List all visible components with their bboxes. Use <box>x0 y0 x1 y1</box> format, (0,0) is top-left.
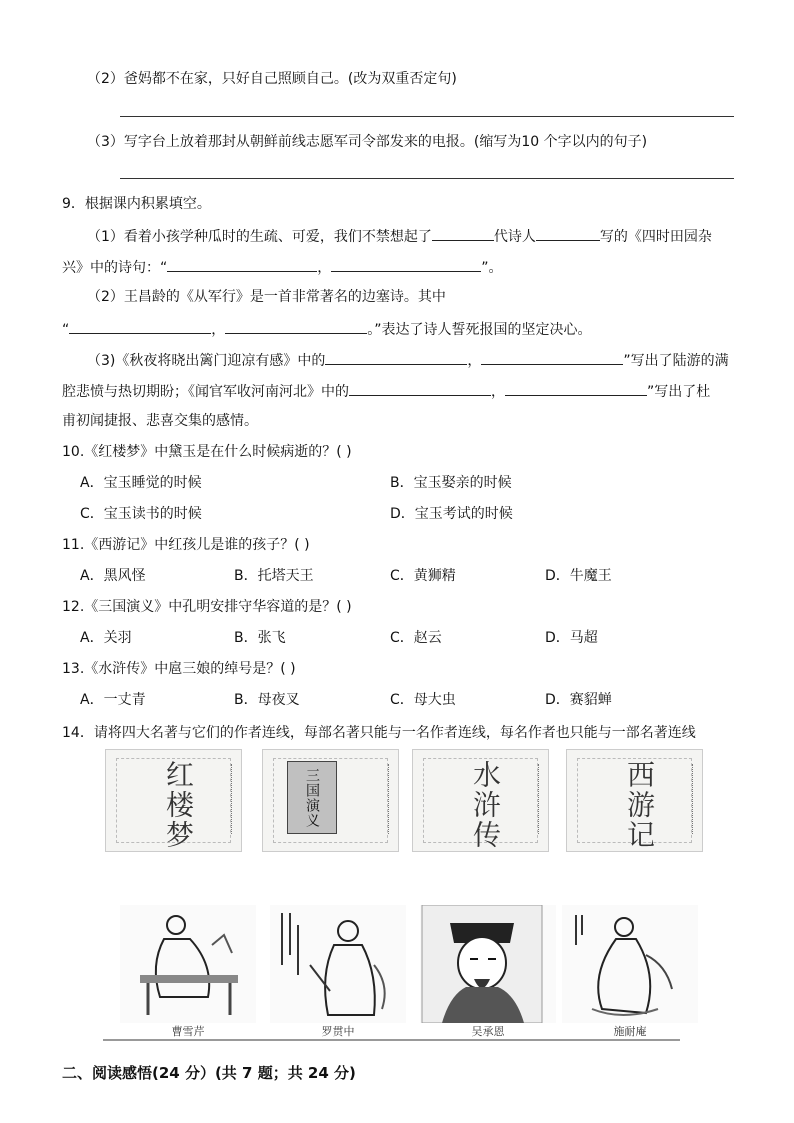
q9-p3-line1 <box>87 349 729 371</box>
portrait-sketch-2 <box>270 905 406 1023</box>
book-title-shuihu: 水浒传 <box>469 760 502 850</box>
q10-option-a[interactable]: A．宝玉睡觉的时候 <box>80 475 202 491</box>
portrait-shinaian[interactable] <box>562 905 698 1023</box>
q9-p1e: ， <box>317 260 332 276</box>
blank-luyou-line1[interactable] <box>325 349 467 365</box>
q13-option-c[interactable]: C．母大虫 <box>390 692 456 708</box>
portrait-luoguanzhong[interactable] <box>270 905 406 1023</box>
q9-p2c: ， <box>211 322 226 338</box>
q9-p1-line2 <box>62 256 503 278</box>
q8-item3: （3）写字台上放着那封从朝鲜前线志愿军司令部发来的电报。(缩写为10 个字以内的句子) <box>87 134 648 150</box>
blank-luyou-line2[interactable] <box>481 349 623 365</box>
q9-p3a: （3)《秋夜将晓出篱门迎凉有感》中的 <box>87 353 326 369</box>
q9-p1d: 兴》中的诗句：“ <box>62 260 168 276</box>
q13-option-d[interactable]: D．赛貂蝉 <box>545 692 612 708</box>
q9-p3e: ， <box>491 384 505 400</box>
q12-option-d[interactable]: D．马超 <box>545 630 598 646</box>
author-luoguanzhong: 罗贯中 <box>321 1025 355 1038</box>
portrait-sketch-4 <box>562 905 698 1023</box>
q13-stem: 13.《水浒传》中扈三娘的绰号是？( ) <box>62 661 296 677</box>
q13-option-b[interactable]: B．母夜叉 <box>234 692 300 708</box>
author-caoxueqin: 曹雪芹 <box>171 1025 205 1038</box>
section-2-heading: 二、阅读感悟(24 分）(共 7 题；共 24 分) <box>62 1064 356 1082</box>
q8-item2: （2）爸妈都不在家，只好自己照顾自己。(改为双重否定句) <box>87 71 457 87</box>
q11-stem: 11.《西游记》中红孩儿是谁的孩子？( ) <box>62 537 310 553</box>
portrait-wuchengen[interactable] <box>420 905 556 1023</box>
q9-p1f: ”。 <box>481 260 503 276</box>
q9-p3g: 甫初闻捷报、悲喜交集的感情。 <box>62 413 258 429</box>
q9-p3c: ”写出了陆游的满 <box>623 353 729 369</box>
q9-p2d: 。”表达了诗人誓死报国的坚定决心。 <box>367 322 592 338</box>
q12-option-a[interactable]: A．关羽 <box>80 630 132 646</box>
image-bottom-edge <box>103 1039 680 1041</box>
blank-cxx-line1[interactable] <box>69 318 211 334</box>
q12-option-b[interactable]: B．张飞 <box>234 630 286 646</box>
portrait-sketch-1 <box>120 905 256 1023</box>
book-cover-hongloumeng[interactable] <box>105 749 242 852</box>
q14-stem: 14．请将四大名著与它们的作者连线，每部名著只能与一名作者连线，每名作者也只能与一部名著连线 <box>62 725 696 741</box>
q13-option-a[interactable]: A．一丈青 <box>80 692 146 708</box>
q9-p2-line2 <box>62 318 592 340</box>
q10-option-b[interactable]: B．宝玉娶亲的时候 <box>390 475 512 491</box>
book-title-sanguo: 三国演义 <box>287 761 337 834</box>
book-cover-shuihu[interactable] <box>412 749 549 852</box>
q11-option-d[interactable]: D．牛魔王 <box>545 568 612 584</box>
q9-p1b: 代诗人 <box>493 229 536 245</box>
q10-stem: 10.《红楼梦》中黛玉是在什么时候病逝的？( ) <box>62 444 352 460</box>
q11-option-a[interactable]: A．黑风怪 <box>80 568 146 584</box>
portrait-sketch-3 <box>420 905 556 1023</box>
q10-option-c[interactable]: C．宝玉读书的时候 <box>80 506 202 522</box>
q12-stem: 12.《三国演义》中孔明安排守华容道的是？( ) <box>62 599 352 615</box>
answer-line-q8-3[interactable] <box>120 178 734 179</box>
q9-p2b: “ <box>62 322 70 338</box>
blank-dynasty[interactable] <box>432 225 494 241</box>
q9-p1c: 写的《四时田园杂 <box>599 229 712 245</box>
q11-option-b[interactable]: B．托塔天王 <box>234 568 314 584</box>
author-wuchengen: 吴承恩 <box>471 1025 505 1038</box>
book-cover-xiyouji[interactable] <box>566 749 703 852</box>
q9-title: 9．根据课内积累填空。 <box>62 196 211 212</box>
book-title-xiyouji: 西游记 <box>623 760 656 850</box>
q9-p3d: 腔悲愤与热切期盼；《闻官军收河南河北》中的 <box>62 384 349 400</box>
blank-dufu-line1[interactable] <box>349 380 491 396</box>
q10-option-d[interactable]: D．宝玉考试的时候 <box>390 506 513 522</box>
q9-p3b: ， <box>467 353 482 369</box>
blank-poem-line1[interactable] <box>167 256 317 272</box>
blank-poem-line2[interactable] <box>331 256 481 272</box>
q9-p3f: ”写出了杜 <box>647 384 711 400</box>
q9-p1-line1 <box>87 225 712 247</box>
q12-option-c[interactable]: C．赵云 <box>390 630 442 646</box>
q9-p3-line2 <box>62 380 710 402</box>
answer-line-q8-2[interactable] <box>120 116 734 117</box>
blank-cxx-line2[interactable] <box>225 318 367 334</box>
blank-poet[interactable] <box>536 225 600 241</box>
author-shinaian: 施耐庵 <box>613 1025 647 1038</box>
portrait-caoxueqin[interactable] <box>120 905 256 1023</box>
blank-dufu-line2[interactable] <box>505 380 647 396</box>
q9-p2a: （2）王昌龄的《从军行》是一首非常著名的边塞诗。其中 <box>87 289 446 305</box>
q9-p1a: （1）看着小孩学种瓜时的生疏、可爱，我们不禁想起了 <box>87 229 432 245</box>
book-title-hongloumeng: 红楼梦 <box>162 760 195 850</box>
q11-option-c[interactable]: C．黄狮精 <box>390 568 456 584</box>
